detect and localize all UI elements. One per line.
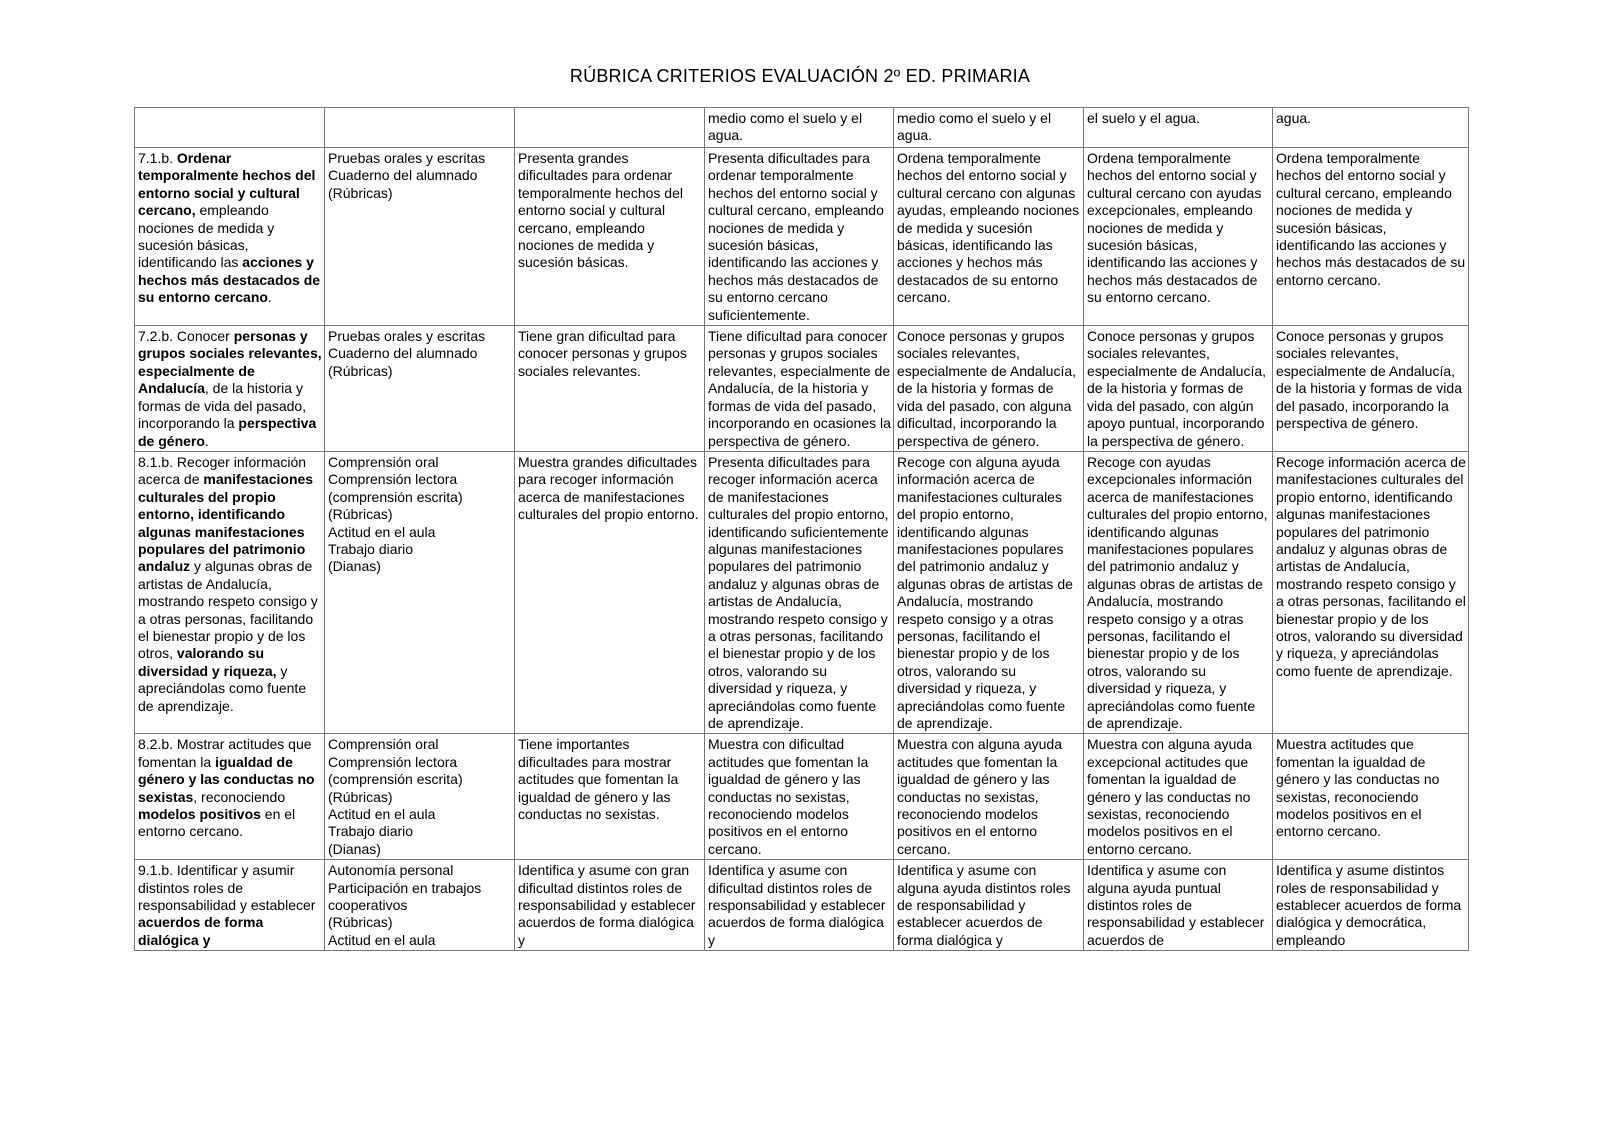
level-3-cell: Recoge con alguna ayuda información acerca de manifestaciones culturales del propio entorno, identificando algunas manifestaciones populares del patrimonio andaluz y algunas obras de artistas de Andalucía, mostrando respeto consigo y a otras personas, facilitando el bienestar propio y de los otros, valorando su diversidad y riqueza, y apreciándolas como fuente de aprendizaje.	[894, 451, 1084, 734]
criterion-text: modelos positivos	[138, 806, 261, 823]
level-2-cell: Tiene dificultad para conocer personas y grupos sociales relevantes, especialmente de Andalucía, de la historia y formas de vida del pasado, incorporando en ocasiones la perspectiva de género.	[705, 326, 894, 452]
level-4-cell: Conoce personas y grupos sociales relevantes, especialmente de Andalucía, de la historia y formas de vida del pasado, con algún apoyo puntual, incorporando la perspectiva de género.	[1084, 326, 1273, 452]
level-3-cell: Identifica y asume con alguna ayuda distintos roles de responsabilidad y establecer acuerdos de forma dialógica y	[894, 860, 1084, 951]
instrument-item: Comprensión oral	[328, 453, 439, 470]
criterion-text: 7.1.b.	[138, 150, 177, 166]
instrument-item: Actitud en el aula	[328, 806, 436, 823]
instrument-item: Trabajo diario	[328, 823, 414, 840]
criterion-cell	[135, 326, 325, 452]
instrument-item: (Dianas)	[328, 840, 381, 857]
instrument-item: Pruebas orales y escritas	[328, 150, 486, 166]
table-row	[135, 148, 1469, 326]
instrument-item: (Rúbricas)	[328, 184, 393, 201]
criterion-text: , reconociendo	[193, 788, 286, 805]
level-3-cell: Ordena temporalmente hechos del entorno social y cultural cercano con algunas ayudas, empleando nociones de medida y sucesión básicas, identificando las acciones y hechos más destacados de su entorno cercano.	[894, 148, 1084, 326]
level-3-cell: Conoce personas y grupos sociales relevantes, especialmente de Andalucía, de la historia y formas de vida del pasado, con alguna dificultad, incorporando la perspectiva de género.	[894, 326, 1084, 452]
instrument-item: Trabajo diario	[328, 540, 414, 557]
level-5-cell: Conoce personas y grupos sociales relevantes, especialmente de Andalucía, de la historia y formas de vida del pasado, incorporando la perspectiva de género.	[1273, 326, 1469, 452]
criterion-cell	[135, 108, 325, 148]
criterion-text: 8.1.b. Recoger información acerca de	[138, 453, 307, 488]
criterion-text: personas y grupos sociales relevantes, especialmente de Andalucía	[138, 328, 322, 397]
criterion-text: en el entorno cercano.	[138, 806, 296, 840]
level-4-cell: Ordena temporalmente hechos del entorno social y cultural cercano con ayudas excepcionales, empleando nociones de medida y sucesión básicas, identificando las acciones y hechos más destacados de su entorno cercano.	[1084, 148, 1273, 326]
page-title: RÚBRICA CRITERIOS EVALUACIÓN 2º ED. PRIMARIA	[569, 66, 1031, 86]
instrument-item: (Rúbricas)	[328, 362, 393, 379]
instrument-item: Autonomía personal	[328, 862, 454, 879]
criterion-text: .	[204, 432, 209, 449]
criterion-text: y algunas obras de artistas de Andalucía, mostrando respeto consigo y a otras personas, facilitando el bienestar propio y de los otros,	[138, 558, 318, 662]
table-row	[135, 734, 1469, 860]
level-3-cell: medio como el suelo y el agua.	[894, 108, 1084, 148]
criterion-text: 8.2.b. Mostrar actitudes que fomentan la	[138, 736, 312, 770]
criterion-text: valorando su diversidad y riqueza,	[138, 645, 277, 679]
instrument-item: (Rúbricas)	[328, 506, 393, 523]
criterion-cell	[135, 734, 325, 860]
instrument-item: Actitud en el aula	[328, 523, 436, 540]
level-5-cell: Identifica y asume distintos roles de responsabilidad y establecer acuerdos de forma dialógica y democrática, empleando	[1273, 860, 1469, 951]
level-4-cell: Recoge con ayudas excepcionales información acerca de manifestaciones culturales del propio entorno, identificando algunas manifestaciones populares del patrimonio andaluz y algunas obras de artistas de Andalucía, mostrando respeto consigo y a otras personas, facilitando el bienestar propio y de los otros, valorando su diversidad y riqueza, y apreciándolas como fuente de aprendizaje.	[1084, 451, 1273, 734]
criterion-text: Ordenar temporalmente hechos del entorno social y cultural cercano,	[138, 150, 316, 219]
criterion-text: 7.2.b. Conocer	[138, 328, 234, 345]
level-1-cell: Tiene gran dificultad para conocer personas y grupos sociales relevantes.	[515, 326, 705, 452]
level-2-cell: Muestra con dificultad actitudes que fomentan la igualdad de género y las conductas no sexistas, reconociendo modelos positivos en el entorno cercano.	[705, 734, 894, 860]
instruments-cell	[325, 108, 515, 148]
level-3-cell: Muestra con alguna ayuda actitudes que fomentan la igualdad de género y las conductas no sexistas, reconociendo modelos positivos en el entorno cercano.	[894, 734, 1084, 860]
criterion-text: perspectiva de género	[138, 415, 317, 449]
table-row	[135, 451, 1469, 734]
level-1-cell: Presenta grandes dificultades para ordenar temporalmente hechos del entorno social y cultural cercano, empleando nociones de medida y sucesión básicas.	[515, 148, 705, 326]
table-row	[135, 108, 1469, 148]
instrument-item: Comprensión lectora (comprensión escrita)	[328, 753, 463, 788]
criterion-text: , de la historia y formas de vida del pasado, incorporando la	[138, 380, 307, 432]
criterion-text: igualdad de género y las conductas no sexistas	[138, 753, 315, 805]
level-5-cell: Muestra actitudes que fomentan la igualdad de género y las conductas no sexistas, reconociendo modelos positivos en el entorno cercano.	[1273, 734, 1469, 860]
level-1-cell	[515, 108, 705, 148]
rubric-table	[134, 107, 1469, 951]
table-row	[135, 326, 1469, 452]
criterion-text: y apreciándolas como fuente de aprendizaje.	[138, 662, 307, 714]
instruments-cell	[325, 860, 515, 951]
instrument-item: Actitud en el aula	[328, 931, 436, 948]
criterion-cell	[135, 148, 325, 326]
level-4-cell: Muestra con alguna ayuda excepcional actitudes que fomentan la igualdad de género y las conductas no sexistas, reconociendo modelos positivos en el entorno cercano.	[1084, 734, 1273, 860]
criterion-text: manifestaciones culturales del propio entorno, identificando algunas manifestaciones populares del patrimonio andaluz	[138, 471, 314, 575]
level-1-cell: Identifica y asume con gran dificultad distintos roles de responsabilidad y establecer acuerdos de forma dialógica y	[515, 860, 705, 951]
instrument-item: Comprensión oral	[328, 736, 439, 753]
instrument-item: (Rúbricas)	[328, 788, 393, 805]
instruments-cell	[325, 148, 515, 326]
level-2-cell: Presenta dificultades para recoger información acerca de manifestaciones culturales del propio entorno, identificando suficientemente algunas manifestaciones populares del patrimonio andaluz y algunas obras de artistas de Andalucía, mostrando respeto consigo y a otras personas, facilitando el bienestar propio y de los otros, valorando su diversidad y riqueza, y apreciándolas como fuente de aprendizaje.	[705, 451, 894, 734]
instruments-cell	[325, 326, 515, 452]
instruments-cell	[325, 734, 515, 860]
criterion-text: acciones y hechos más destacados de su entorno cercano	[138, 254, 321, 306]
level-5-cell: Recoge información acerca de manifestaciones culturales del propio entorno, identificando algunas manifestaciones populares del patrimonio andaluz y algunas obras de artistas de Andalucía, mostrando respeto consigo y a otras personas, facilitando el bienestar propio y de los otros, valorando su diversidad y riqueza, y apreciándolas como fuente de aprendizaje.	[1273, 451, 1469, 734]
criterion-cell	[135, 451, 325, 734]
instruments-cell	[325, 451, 515, 734]
level-5-cell: agua.	[1273, 108, 1469, 148]
criterion-text: .	[267, 289, 272, 306]
level-5-cell: Ordena temporalmente hechos del entorno social y cultural cercano, empleando nociones de medida y sucesión básicas, identificando las acciones y hechos más destacados de su entorno cercano.	[1273, 148, 1469, 326]
level-2-cell: Presenta dificultades para ordenar temporalmente hechos del entorno social y cultural cercano, empleando nociones de medida y sucesión básicas, identificando las acciones y hechos más destacados de su entorno cercano suficientemente.	[705, 148, 894, 326]
instrument-item: Comprensión lectora (comprensión escrita)	[328, 471, 463, 505]
instrument-item: Cuaderno del alumnado	[328, 345, 478, 362]
criterion-text: acuerdos de forma dialógica y	[138, 914, 264, 948]
level-1-cell: Tiene importantes dificultades para mostrar actitudes que fomentan la igualdad de género y las conductas no sexistas.	[515, 734, 705, 860]
criterion-text: empleando nociones de medida y sucesión básicas, identificando las	[138, 202, 275, 271]
level-2-cell: Identifica y asume con dificultad distintos roles de responsabilidad y establecer acuerdos de forma dialógica y	[705, 860, 894, 951]
instrument-item: (Dianas)	[328, 558, 381, 575]
instrument-item: (Rúbricas)	[328, 914, 393, 931]
level-4-cell: el suelo y el agua.	[1084, 108, 1273, 148]
level-1-cell: Muestra grandes dificultades para recoger información acerca de manifestaciones culturales del propio entorno.	[515, 451, 705, 734]
instrument-item: Pruebas orales y escritas	[328, 328, 486, 345]
criterion-cell	[135, 860, 325, 951]
criterion-text: 9.1.b. Identificar y asumir distintos roles de responsabilidad y establecer	[138, 862, 316, 914]
instrument-item: Cuaderno del alumnado	[328, 167, 478, 184]
instrument-item: Participación en trabajos cooperativos	[328, 879, 482, 914]
level-4-cell: Identifica y asume con alguna ayuda puntual distintos roles de responsabilidad y establecer acuerdos de	[1084, 860, 1273, 951]
table-row	[135, 860, 1469, 951]
level-2-cell: medio como el suelo y el agua.	[705, 108, 894, 148]
